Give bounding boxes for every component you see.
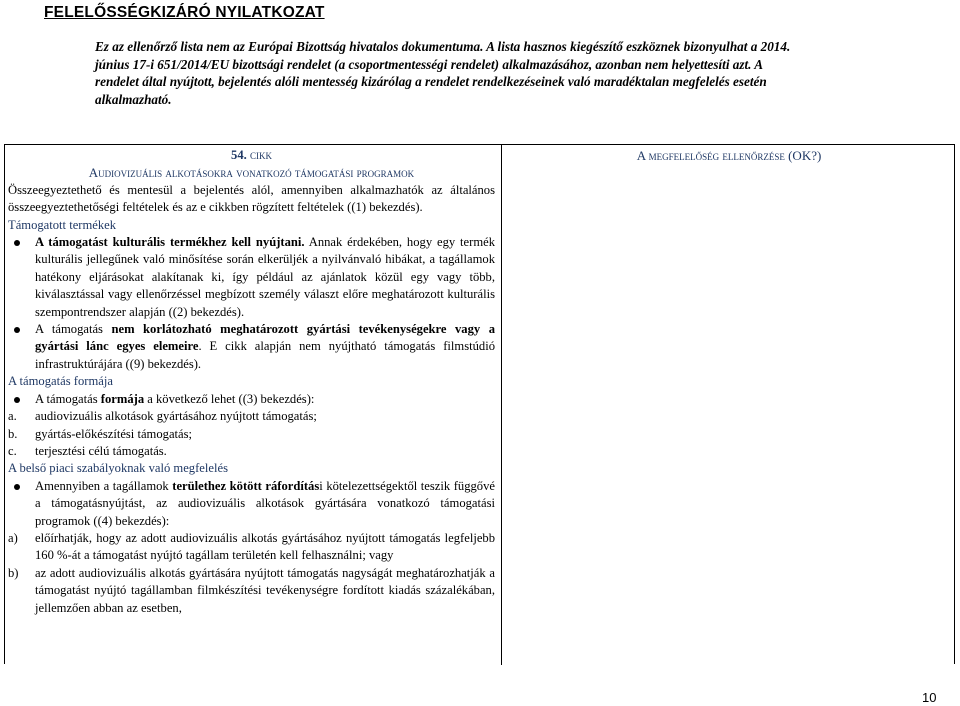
- item-marker: b.: [8, 426, 18, 441]
- article-word: cikk: [249, 148, 272, 162]
- article-number-value: 54.: [231, 148, 247, 162]
- article-number: [8, 147, 495, 164]
- bullet-bold: területhez kötött ráfordítás: [172, 478, 320, 493]
- disclaimer-line: Ez az ellenőrző lista nem az Európai Bizottság hivatalos dokumentuma. A lista hasznos kiegészítő eszköznek bizonyulhat a 2014.: [95, 39, 791, 54]
- document-title: FELELŐSSÉGKIZÁRÓ NYILATKOZAT: [44, 4, 325, 21]
- compliance-heading: A megfelelőség ellenőrzése (OK?): [636, 148, 822, 163]
- bullet-text: Amennyiben a tagállamok: [35, 478, 173, 493]
- bullet-text: a következő lehet ((3) bekezdés):: [144, 391, 315, 406]
- list-item: [8, 426, 495, 443]
- bullet-text: i kötelezettségektől teszik függővé a támogatásnyújtást, az audiovizuális alkotások gyártására vonatkozó támogatási programok ((4) bekezdés):: [35, 478, 495, 528]
- disclaimer-line: rendelet által nyújtott, bejelentés alóli mentesség kizárólag a rendelet rendelkezéseinek való maradéktalan megfelelés esetén: [95, 74, 767, 89]
- list-item: [8, 408, 495, 425]
- column-divider: [501, 145, 502, 665]
- item-marker: c.: [8, 443, 17, 458]
- bullet-text: Annak érdekében, hogy egy termék kulturális jellegűnek való minősítése során elkerüljék a nyilvánvaló hibákat, a tagállamok hatékony eljárásokat alakítanak ki, így például az ajánlatok közül egy vagy több, kiválasztással vagy ellenőrzéssel megbízott személy választ előre meghatározott kulturális szempontrendszer alapján ((2) bekezdés).: [35, 235, 495, 319]
- disclaimer-line: június 17-i 651/2014/EU bizottsági rendelet (a csoportmentességi rendelet) alkalmazásához, azonban nem helyettesíti azt. A: [95, 56, 764, 72]
- page-number: 10: [922, 690, 937, 705]
- item-text: audiovizuális alkotások gyártásához nyújtott támogatás;: [35, 409, 317, 424]
- checklist-table: [4, 144, 955, 664]
- list-item: [8, 321, 495, 373]
- bullet-bold: nem korlátozható meghatározott gyártási tevékenységekre vagy a gyártási lánc egyes elemeire: [35, 322, 495, 354]
- disclaimer-line: alkalmazható.: [95, 91, 172, 107]
- list-item: [8, 565, 495, 617]
- item-text: gyártás-előkészítési támogatás;: [35, 426, 193, 441]
- item-text: az adott audiovizuális alkotás gyártására nyújtott támogatás nagyságát meghatározhatják a támogatást nyújtó tagállamban filmkészítési tevékenységre fordított kiadás százalékában, jellemzően abban az esetben,: [35, 565, 495, 615]
- section-title-supported-products: Támogatott termékek: [8, 217, 117, 232]
- article-title: Audiovizuális alkotásokra vonatkozó támogatási programok: [88, 165, 415, 181]
- section-title-aid-form: A támogatás formája: [8, 374, 113, 389]
- list-item: [8, 234, 495, 321]
- item-text: előírhatják, hogy az adott audiovizuális alkotás gyártásához nyújtott támogatás legfeljebb 160 %-át a támogatást nyújtó tagállam területén kell felhasználni; vagy: [35, 530, 495, 563]
- item-marker: b): [8, 565, 19, 580]
- list-item: [8, 391, 495, 408]
- list-item: [8, 478, 495, 530]
- list-item: [8, 443, 495, 460]
- disclaimer-text: [95, 38, 943, 108]
- bullet-text: A támogatás: [35, 391, 101, 406]
- bullet-text: A támogatás: [35, 322, 112, 337]
- intro-paragraph: Összeegyeztethető és mentesül a bejelentés alól, amennyiben alkalmazhatók az általános összeegyeztethetőségi feltételek és az e cikkben rögzített feltételek ((1) bekezdés).: [8, 182, 495, 215]
- bullet-bold: formája: [100, 391, 145, 406]
- bullet-bold: A támogatást kulturális termékhez kell nyújtani.: [35, 235, 305, 250]
- section-title-internal-market: A belső piaci szabályoknak való megfelelés: [8, 461, 228, 476]
- compliance-column: [502, 147, 956, 164]
- item-text: terjesztési célú támogatás.: [35, 443, 167, 458]
- bullet-text: . E cikk alapján nem nyújtható támogatás filmstúdió infrastruktúrájára ((9) bekezdés).: [35, 339, 496, 371]
- item-marker: a.: [8, 409, 17, 424]
- article-column: [8, 147, 495, 617]
- item-marker: a): [8, 530, 18, 545]
- list-item: [8, 530, 495, 565]
